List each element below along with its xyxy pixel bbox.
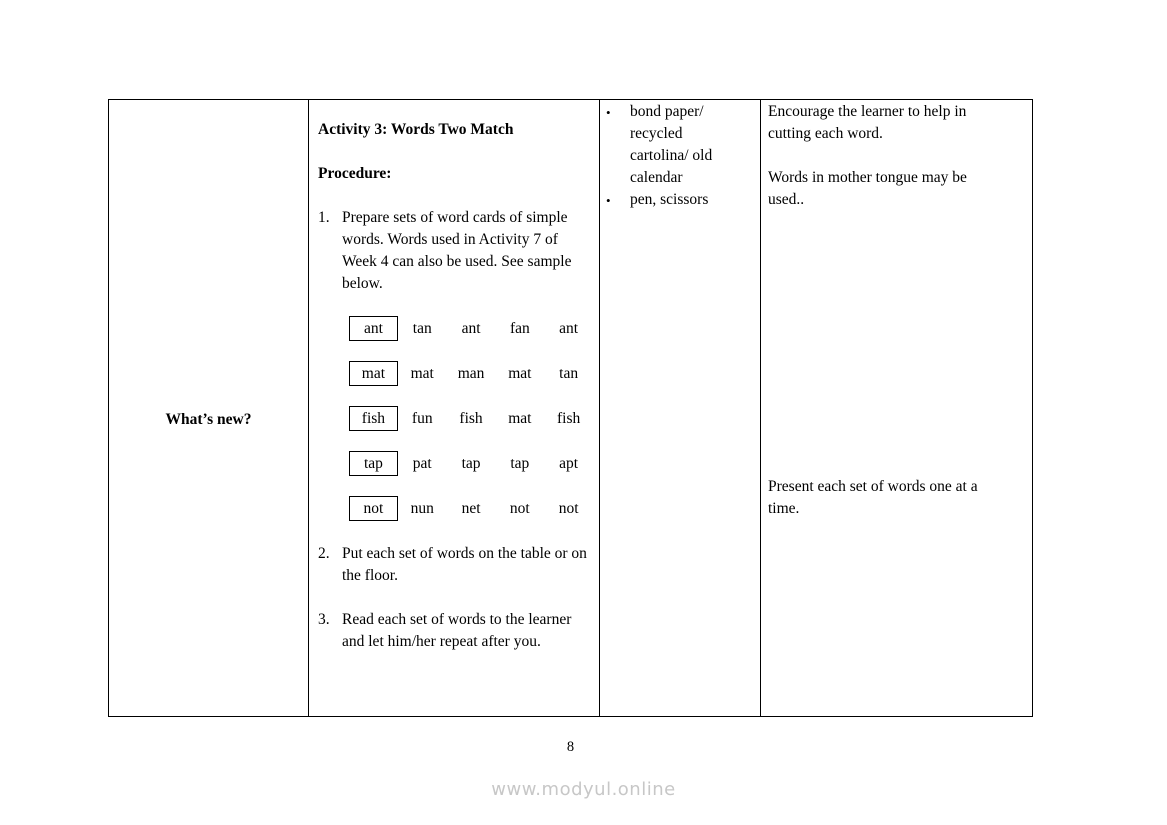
procedure-step-3 (318, 609, 593, 653)
word-option: ant (559, 319, 579, 337)
word-option: apt (559, 454, 579, 472)
materials-cell (600, 100, 761, 716)
step-text: Prepare sets of word cards of simple words. Words used in Activity 7 of Week 4 can also be used. See sample below. (342, 209, 572, 292)
word-option: fish (459, 409, 483, 427)
notes-cell (761, 100, 1032, 716)
word-option: ant (461, 319, 481, 337)
word-option: nun (410, 499, 434, 517)
bullet-icon: • (606, 193, 611, 208)
word-option: net (461, 499, 481, 517)
section-label-cell (109, 100, 309, 716)
word-card-box: mat (349, 361, 398, 386)
note-paragraph-2: Words in mother tongue may be used.. (768, 169, 967, 208)
note-paragraph-3: Present each set of words one at a time. (768, 478, 978, 517)
step-number: 2. (318, 545, 330, 562)
note-paragraph-1: Encourage the learner to help in cutting each word. (768, 103, 967, 142)
word-option: tap (461, 454, 481, 472)
page-number: 8 (566, 739, 575, 755)
material-text: bond paper/ recycled cartolina/ old calendar (630, 103, 713, 186)
word-row-mat (349, 361, 593, 386)
step-text: Put each set of words on the table or on the floor. (342, 545, 587, 584)
word-card-box: fish (349, 406, 398, 431)
word-option: mat (410, 364, 434, 382)
word-option: fish (557, 409, 581, 427)
lesson-table (108, 99, 1033, 717)
watermark-text: www.modyul.online (491, 779, 676, 800)
word-option: pat (412, 454, 432, 472)
bullet-icon: • (606, 105, 611, 120)
material-text: pen, scissors (630, 191, 709, 208)
word-option: not (509, 499, 530, 517)
material-item-1 (606, 101, 756, 189)
word-row-fish (349, 406, 593, 431)
word-option: tan (559, 364, 579, 382)
step-number: 3. (318, 611, 330, 628)
word-option: fan (509, 319, 530, 337)
step-text: Read each set of words to the learner and let him/her repeat after you. (342, 611, 572, 650)
word-option: fun (411, 409, 433, 427)
word-card-box: not (349, 496, 398, 521)
word-card-box: tap (349, 451, 398, 476)
word-option: not (558, 499, 579, 517)
procedure-step-2 (318, 543, 593, 587)
word-card-box: ant (349, 316, 398, 341)
word-row-ant (349, 316, 593, 341)
section-label: What’s new? (165, 411, 252, 428)
word-card-sample (318, 316, 593, 521)
word-row-not (349, 496, 593, 521)
material-item-2 (606, 189, 756, 212)
word-option: tan (412, 319, 432, 337)
word-option: man (457, 364, 485, 382)
procedure-step-1 (318, 207, 593, 295)
procedure-label: Procedure: (318, 165, 392, 182)
activity-cell (309, 100, 600, 716)
step-number: 1. (318, 209, 330, 226)
word-row-tap (349, 451, 593, 476)
word-option: mat (508, 409, 532, 427)
word-option: tap (510, 454, 530, 472)
activity-title: Activity 3: Words Two Match (318, 121, 514, 138)
word-option: mat (508, 364, 532, 382)
